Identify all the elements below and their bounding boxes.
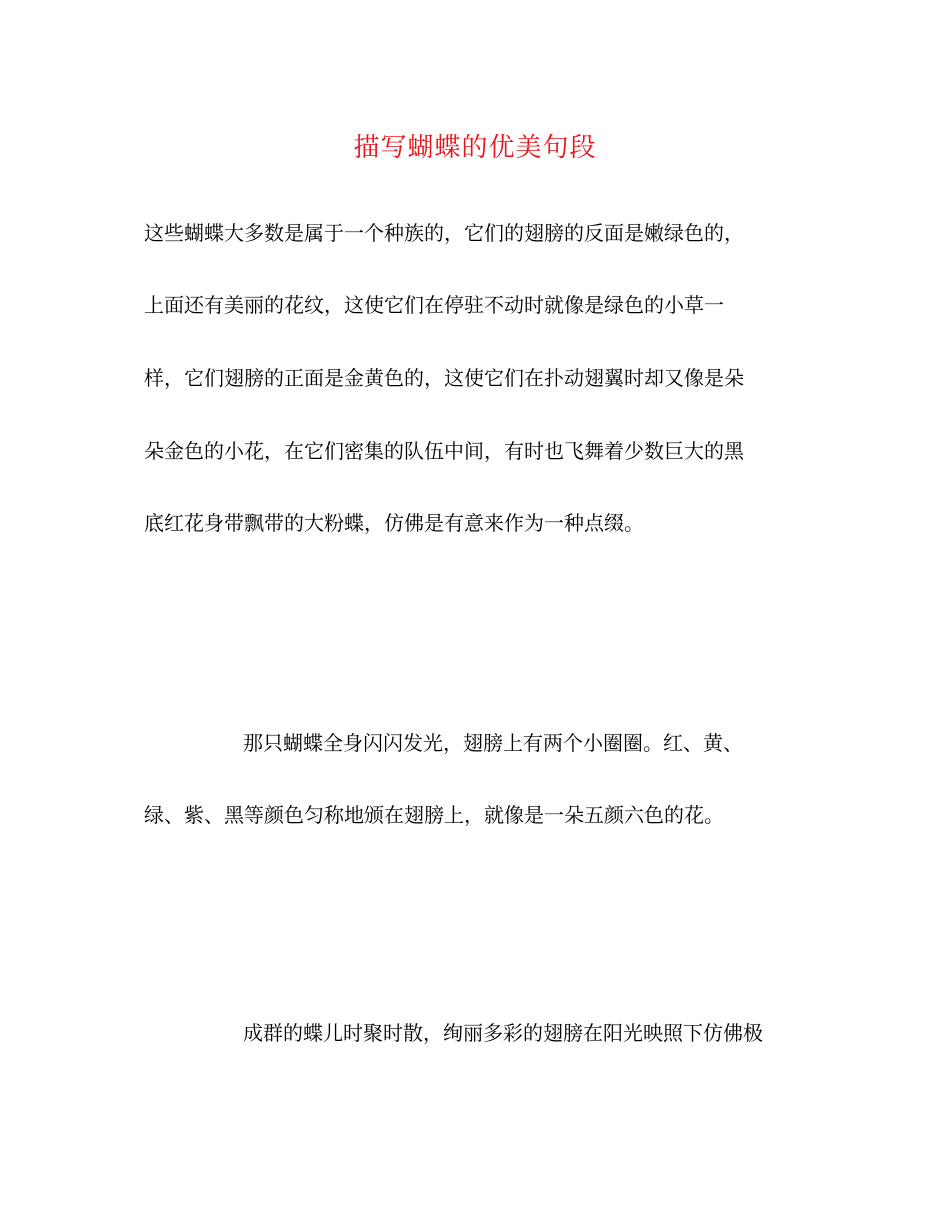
paragraph-line: 成群的蝶儿时聚时散，绚丽多彩的翅膀在阳光映照下仿佛极 xyxy=(243,1021,763,1045)
paragraph-line: 那只蝴蝶全身闪闪发光，翅膀上有两个小圈圈。红、黄、 xyxy=(243,731,743,755)
paragraph-line: 绿、紫、黑等颜色匀称地颁在翅膀上，就像是一朵五颜六色的花。 xyxy=(144,803,724,827)
document-title: 描写蝴蝶的优美句段 xyxy=(353,133,597,163)
paragraph-line: 样，它们翅膀的正面是金黄色的，这使它们在扑动翅翼时却又像是朵 xyxy=(144,366,744,390)
paragraph-line: 底红花身带飘带的大粉蝶，仿佛是有意来作为一种点缀。 xyxy=(144,511,644,535)
paragraph-line: 上面还有美丽的花纹，这使它们在停驻不动时就像是绿色的小草一 xyxy=(144,293,724,317)
paragraph-line: 朵金色的小花，在它们密集的队伍中间，有时也飞舞着少数巨大的黑 xyxy=(144,439,744,463)
paragraph-line: 这些蝴蝶大多数是属于一个种族的，它们的翅膀的反面是嫩绿色的， xyxy=(144,221,744,245)
